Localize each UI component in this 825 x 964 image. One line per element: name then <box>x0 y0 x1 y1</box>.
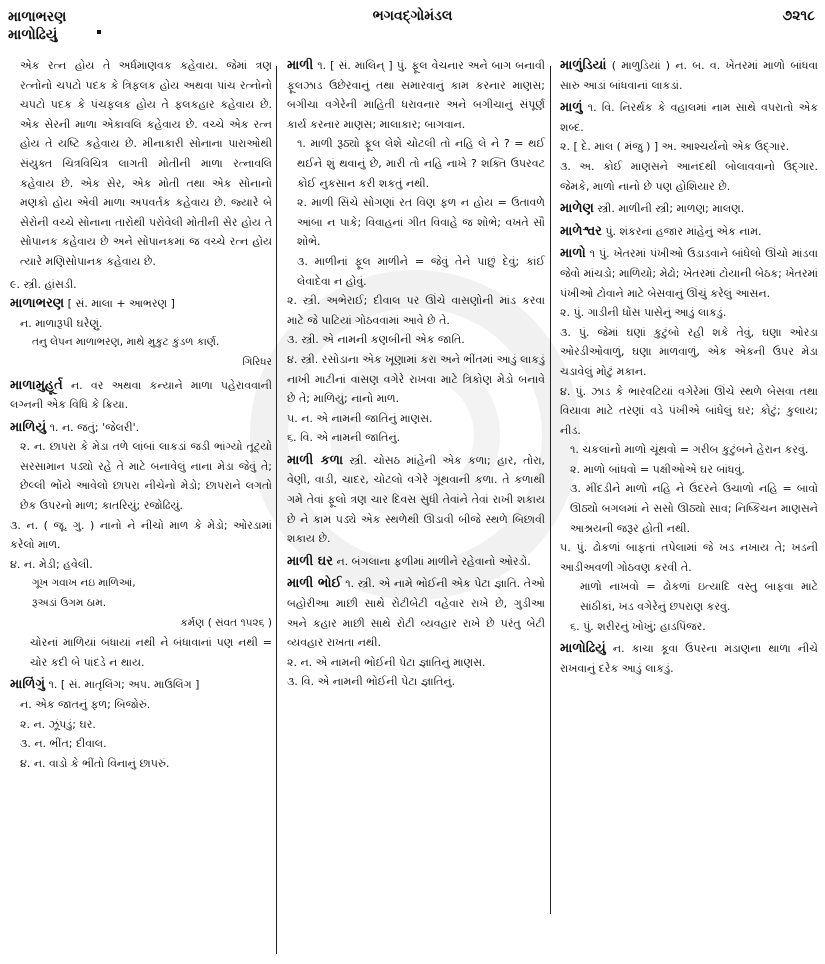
continued-definition: એક રત્ન હોય તે અર્ધમાણવક કહેવાય. જેમાં ત્રણ રત્નોનો ચપટો પદક કે ત્રિફલક હોય અથવા પાંચ રત્નોનો ચપટો પદક કે પંચફલક હોય તે ફલકહાર કહેવાય છે. એક સેરની માળા એકાવલિ કહેવાય છે. વચ્ચે એક રત્ન હોય તે યષ્ટિ કહેવાય છે. મીનાકારી સોનાના પારાઓથી સંયુક્ત ચિત્રવિચિત્ર લાગતી મોતીની માળા રત્નાવલિ કહેવાય છે. એક સેર, એક મોતી તથા એક સોનાનો મણકો હોય એવી માળા અપવર્તક કહેવાય છે. જ્યારે બે સેરોની વચ્ચે સોનાના તારોથી પરોવેલી મોતીની સેર હોય તે સોપાનક કહેવાય છે અને સોપાનકમાં જ વચ્ચે રત્ન હોય ત્યારે મણિસોપાનક કહેવાય છે. <box>20 59 272 268</box>
sense: ૧. સ્ત્રી. એ નામે ભોઈની એક પેટા જ્ઞાતિ. તેઓ બહોરીઆ માછી સાથે રોટીબેટી વહેવાર રાખે છે, ગુડીઆ અને કહાર માછી સાથે રોટી વ્યવહાર રાખે છે પરંતુ બેટી વ્યવહાર રાખતા નથી. <box>287 577 546 650</box>
sense: ૪. પું. ઝાડ કે ભારવટિયાં વગેરેમાં ઊંચે સ્થળે બેસવા તથા વિયાવા માટે તરણાં વડે પંખીએ બાંધેલું ઘર; કોટું; કુલાય; નીડ. <box>560 384 818 437</box>
definition: ( માળુડિયાં ) ન. બ. વ. ખેતરમાં માળો બાંધવા સારુ આડાં બાંધવાનાં લાકડાં. <box>560 59 819 92</box>
definition: સ્ત્રી. માળીની સ્ત્રી; માળણ; માલણ. <box>597 202 745 216</box>
sense: ૧. ન. જતું; 'જેલરી'. <box>49 420 140 434</box>
sense: ૯. સ્ત્રી. હાંસડી. <box>10 277 77 291</box>
definition: પું. શંકરનાં હજાર માંહેનું એક નામ. <box>605 224 762 238</box>
headword: માળેશ્વર <box>560 223 602 239</box>
entry-mali-bhoi <box>287 574 545 692</box>
sense: ૧. [ સં. માલિન્ ] પું. ફૂલ વેચનાર અને બાગ બનાવી ફૂલઝાડ ઉછેરવાનું તથા સમારવાનું કામ કરનાર માણસ; બગીચા વગેરેની માહિતી ધરાવનાર અને બગીચાનું સંપૂર્ણ કાર્ય કરનાર માણસ; માલાકાર; બાગવાન. <box>287 59 545 131</box>
headword: માળામુહૂર્ત <box>10 377 63 393</box>
headword: માળી ઘર <box>287 553 333 569</box>
sense: ૧ પું. ખેતરમાં પંખીઓ ઉડાડવાને બાંધેલો ઊંચો માંડવા જેવો માંચડો; માળિયો; મેઢો; ખેતરમાં ટોયાની બેઠક; ખેતરમાં પંખીઓ ટોવાને માટે બેસવાનું ઊંચું કરેલું આસન. <box>560 247 818 300</box>
sense: ૩. અ. કોઈ માણસને આનંદથી બોલાવવાનો ઉદ્ગાર. જેમકે, માળો નાનો છે પણ હોશિયાર છે. <box>560 159 818 193</box>
column-divider-2 <box>550 66 551 914</box>
quotation-line: રૂઅડાં ઉગમ ઠામ. <box>32 597 107 610</box>
sense: ૫. ન. એ નામની જાતિનું માણસ. <box>287 411 433 425</box>
headword: માળેણ <box>560 201 594 217</box>
column-divider-1 <box>276 66 277 954</box>
headword: માળો <box>560 246 586 262</box>
entry-malundiya <box>560 56 818 95</box>
sense: ૩. વિ. એ નામની ભોઈની પેટા જ્ઞાતિનું. <box>287 675 456 689</box>
etymology: ૧. [ સં. માતૃલિંગ; અપ. માઉલિંગ ] <box>48 678 200 692</box>
definition: સ્ત્રી. ચોસઠ માંહેની એક કળા; હાર, તોરા, વેણી, વાડી, ચાદર, ચોટલો વગેરે ગૂંથવાની કળા. તે કળાથી ગમે તેવાં ફૂલો ત્રણ ચાર દિવસ સુધી તેવાંને તેવાં રાખી શકાય છે ને કામ પડ્યે એક સ્થળેથી ઊડાવી બીજે સ્થળે બિછાવી શકાય છે. <box>287 453 546 546</box>
proverb: ૩. મીંદડીને માળો નહિ ને ઉંદરને ઉચાળો નહિ = બાવો ઊઠ્યો બગલમાં ને સસો ઊઠ્યો સાવ; નિષ્કિંચન માણસને આશ્રયની જરૂર હોતી નથી. <box>570 482 818 535</box>
definition: ન. વર અથવા કન્યાને માળા પહેરાવવાની લગ્નની એક વિધિ કે ક્રિયા. <box>10 378 272 412</box>
quotation-source: કર્મણ ( સંવત ૧૫૨૬ ) <box>180 616 272 629</box>
entry-malabharan <box>10 294 272 372</box>
entry-malingu <box>10 675 272 773</box>
definition: ન. બંગલાના ફળીમાં માળીને રહેવાનો ઓરડો. <box>336 554 531 568</box>
sense: ૫. પું. ઢોકળાં બાફતાં તપેલામાં જે ખડ નખાય તે; ખડની આડીઅવળી ગોઠવણ કરવી તે. <box>560 541 818 574</box>
sense: ૧. વિ. નિરર્થક કે વહાલમાં નામ સાથે વપરાતો એક શબ્દ. <box>560 101 818 134</box>
sense: ૪. સ્ત્રી. રસોડાના એક ખૂણામાં કરા અને ભીંતમાં આડું લાકડું નાખી માટીનાં વાસણ વગેરે રાખવા માટે ત્રિકોણ મેડો બનાવે છે તે; માળિયું; નાનો માળ. <box>287 352 545 406</box>
entry-maliyu <box>10 418 272 673</box>
sense: ૨. સ્ત્રી. અભેરાઈ; દીવાલ પર ઊંચે વાસણોની માંડ કરવા માટે જે પાટિયાં ગોઠવવામાં આવે છે તે. <box>287 294 545 327</box>
entry-malodhiyu <box>560 639 818 678</box>
definition: ન. કાચા કૂવા ઉપરના મંડાણના થાળા નીચે રાખવાનું દરેક આડું લાકડું. <box>560 642 818 675</box>
sense: ૬. પું. શરીરનું ખોખું; હાડપિંજર. <box>570 619 706 633</box>
headword: માળી <box>287 58 314 73</box>
sense: ૨. પું. ગાડીની ધોંસ પાસેનું આડું લાકડું. <box>560 306 727 320</box>
entry-malen <box>560 199 818 219</box>
headword: માળુંડિયાં <box>560 58 607 73</box>
print-mark <box>97 30 101 34</box>
proverb: માળો નાખવો = ઢોકળાં ઇત્યાદિ વસ્તુ બાફવા માટે સાંઠીકાં, ખડ વગેરેનું છપરાણ કરવું. <box>580 580 818 614</box>
right-column <box>560 56 818 681</box>
headword: માળું <box>560 100 583 116</box>
sense: ૬. વિ. એ નામની જાતિનું. <box>287 431 401 445</box>
sense: ૪. ન. મેડી; હવેલી. <box>10 557 93 571</box>
quotation: તનુ લેપન માળાભરણ, માથે મુકુટ કુંડળ કાર્ણ. <box>32 336 220 349</box>
sense: ૩. ન. ( જૂ. ગુ. ) નાનો ને નીચો માળ કે મેડો; ઓરડામાં કરેલો માળ. <box>10 518 272 552</box>
dictionary-title: ભગવદ્ગોમંડલ <box>372 8 453 24</box>
entry-malu <box>560 98 818 196</box>
headword: માળોઢિયું <box>560 641 606 657</box>
sense: ૩. પું. જેમાં ઘણાં કુટુંબો રહી શકે તેવું, ઘણા ઓરડા ઓરડીઓવાળું, ઘણા માળવાળું, એક એકની ઉપર મેડા ચડાવેલું મોટું મકાન. <box>560 325 818 378</box>
dictionary-columns <box>0 56 825 956</box>
proverb: ૧. ચકલાંનો માળો ચૂંથવો = ગરીબ કુટુંબને હેરાન કરવું. <box>570 443 809 457</box>
sense: ૨. [ દે. માલ ( મંજુ ) ] અ. આશ્ચર્યનો એક ઉદ્ગાર. <box>560 140 790 154</box>
proverb: ૧. માળી રૂઠ્યો ફૂલ લેશે ચોટલી તો નહિ લે ને ? = થઈ થઈને શું થવાનું છે, મારી તો નહિ નાખે ? શક્તિ ઉપરવટ કોઈ નુકસાન કરી શકતું નથી. <box>297 137 545 190</box>
headword: માળિયું <box>10 419 47 435</box>
headword: માળિંગું <box>10 677 45 693</box>
guide-word-top: માળાભરણ <box>8 9 67 25</box>
sense: ૨. ન. ઝૂંપડું; ઘર. <box>20 717 96 731</box>
proverb: ૨. માળો બાંધવો = પક્ષીઓએ ઘર બાંધવું. <box>570 462 745 476</box>
entry-mali-ghar <box>287 552 545 572</box>
page-number: ૭૨૧૮ <box>782 8 815 24</box>
entry-malamuhurt <box>10 376 272 415</box>
page-header <box>0 6 825 52</box>
middle-column <box>287 56 545 695</box>
sense: ૨. ન. છાપરા કે મેડા તળે લાંબાં લાકડાં જડી ભાંગ્યો તૂટ્યો સરસામાન પડ્યો રહે તે માટે બનાવેલું નાના મેડા જેવું તે; છેલ્લી ભોંયે આવેલો છાપરા નીચેનો મેડો; છાપરાને લગતો છેક ઉપરનો માળ; કાતરિયું; રજોઢિયું. <box>20 440 272 513</box>
left-column <box>10 56 272 776</box>
proverb: ચોરનાં માળિયાં બંધાયાં નથી ને બંધાવાનાં પણ નથી = ચોર કદી બે પાંદડે ન થાય. <box>30 636 272 669</box>
sense: ૪. ન. વાડો કે ભીંતો વિનાનું છાપરું. <box>20 756 170 770</box>
quotation-source: ગિરિધર <box>242 355 272 368</box>
sense: ૩. ન. ભીંત; દીવાલ. <box>20 737 107 751</box>
headword: માળી કળા <box>287 452 344 468</box>
definition: ન. માળારૂપી ઘરેણું. <box>20 316 103 330</box>
headword: માળી ભોઈ <box>287 576 342 592</box>
entry-mali-kala <box>287 451 545 549</box>
sense: ૨. ન. એ નામની ભોઈની પેટા જ્ઞાતિનું માણસ. <box>287 655 486 669</box>
proverb: ૩. માળીનાં ફૂલ માળીને = જેવું તેને પાછું દેવું; કાંઈ લેવાદેવા ન હોવું. <box>297 254 545 288</box>
sense: ૩. સ્ત્રી. એ નામની કણબીની એક જાતિ. <box>287 333 465 347</box>
quotation-line: ગૂખ ગવાખ નઇ માળિઆં, <box>32 577 136 590</box>
proverb: ૨. માળી સિંચે સોગણાં રત વિણ ફળ ન હોય = ઉતાવળે આંબા ન પાકે; વિવાહનાં ગીત વિવાહે જ શોભે; વખતે સૌ શોભે. <box>297 196 545 249</box>
entry-mali <box>287 56 545 448</box>
sense: ન. એક જાતનું ફળ; બિજોરું. <box>20 698 151 711</box>
entry-maleshwar <box>560 222 818 242</box>
guide-word-bottom: માળોઢિયું <box>8 27 58 43</box>
entry-malo <box>560 244 818 636</box>
etymology: [ સં. માલા + આભરણ ] <box>67 297 175 311</box>
headword: માળાભરણ <box>10 296 65 312</box>
